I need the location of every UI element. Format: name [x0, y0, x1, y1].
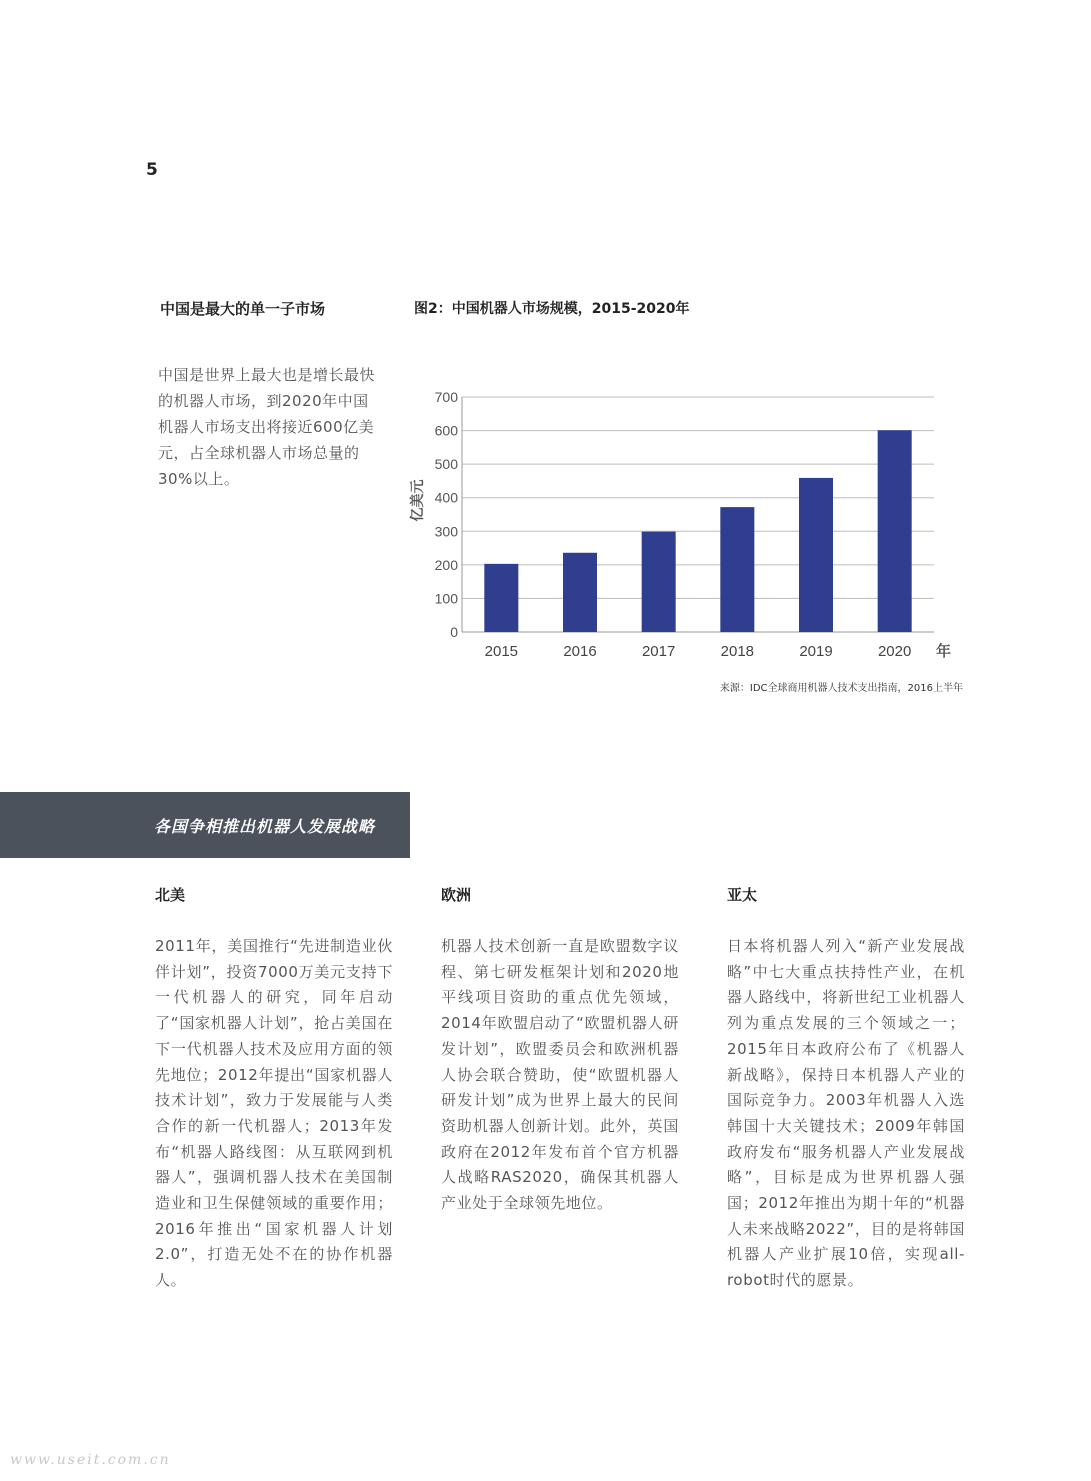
column-heading-asia-pacific: 亚太	[727, 886, 758, 904]
bar-2017	[642, 532, 676, 632]
column-body-north-america: 2011年，美国推行“先进制造业伙伴计划”，投资7000万美元支持下一代机器人的研究，同年启动了“国家机器人计划”，抢占美国在下一代机器人技术及应用方面的领先地位；2012年提出“国家机器人技术计划”，致力于发展能与人类合作的新一代机器人；2013年发布“机器人路线图：从互联网到机器人”，强调机器人技术在美国制造业和卫生保健领域的重要作用；2016年推出“国家机器人计划2.0”，打造无处不在的协作机器人。	[155, 937, 393, 1290]
column-body-europe: 机器人技术创新一直是欧盟数字议程、第七研发框架计划和2020地平线项目资助的重点优先领域，2014年欧盟启动了“欧盟机器人研发计划”，欧盟委员会和欧洲机器人协会联合赞助，使“欧盟机器人研发计划”成为世界上最大的民间资助机器人创新计划。此外，英国政府在2012年发布首个官方机器人战略RAS2020，确保其机器人产业处于全球领先地位。	[441, 937, 679, 1213]
bar-2018	[720, 507, 754, 632]
chart-source: 来源：IDC全球商用机器人技术支出指南，2016上半年	[719, 683, 963, 694]
figure-title: 图2：中国机器人市场规模，2015-2020年	[414, 301, 690, 317]
y-axis-label: 亿美元	[409, 479, 425, 522]
y-tick-label: 400	[434, 489, 458, 506]
y-tick-label: 200	[434, 556, 458, 573]
section-band	[0, 792, 410, 858]
bar-2019	[799, 478, 833, 632]
bar-2015	[484, 564, 518, 632]
x-axis-label: 年	[936, 643, 952, 660]
bar-chart	[400, 380, 960, 670]
x-tick-label: 2016	[563, 643, 597, 660]
y-tick-label: 600	[434, 422, 458, 439]
bar-2020	[878, 430, 912, 632]
column-heading-north-america: 北美	[155, 886, 186, 904]
section-title: 各国争相推出机器人发展战略	[154, 817, 376, 836]
x-tick-label: 2020	[877, 643, 912, 660]
intro-body: 中国是世界上最大也是增长最快的机器人市场，到2020年中国机器人市场支出将接近600亿美元，占全球机器人市场总量的30%以上。	[158, 366, 376, 488]
page-number: 5	[146, 160, 158, 180]
y-tick-label: 100	[434, 590, 458, 607]
y-tick-label: 300	[434, 523, 458, 540]
y-tick-label: 0	[450, 624, 458, 640]
x-tick-label: 2015	[484, 643, 519, 660]
x-tick-label: 2017	[641, 643, 676, 660]
y-tick-label: 700	[434, 389, 458, 405]
column-heading-europe: 欧洲	[441, 886, 472, 904]
x-tick-label: 2019	[799, 643, 833, 660]
y-tick-label: 500	[434, 456, 458, 473]
bar-2016	[563, 553, 597, 632]
watermark: www.useit.com.cn	[10, 1452, 171, 1468]
x-tick-label: 2018	[720, 643, 755, 660]
intro-heading: 中国是最大的单一子市场	[160, 300, 326, 318]
column-body-asia-pacific: 日本将机器人列入“新产业发展战略”中七大重点扶持性产业，在机器人路线中，将新世纪工业机器人列为重点发展的三个领域之一；2015年日本政府公布了《机器人新战略》，保持日本机器人产业的国际竞争力。2003年机器人入选韩国十大关键技术；2009年韩国政府发布“服务机器人产业发展战略”，目标是成为世界机器人强国；2012年推出为期十年的“机器人未来战略2022”，目的是将韩国机器人产业扩展10倍，实现all-robot时代的愿景。	[727, 937, 965, 1290]
